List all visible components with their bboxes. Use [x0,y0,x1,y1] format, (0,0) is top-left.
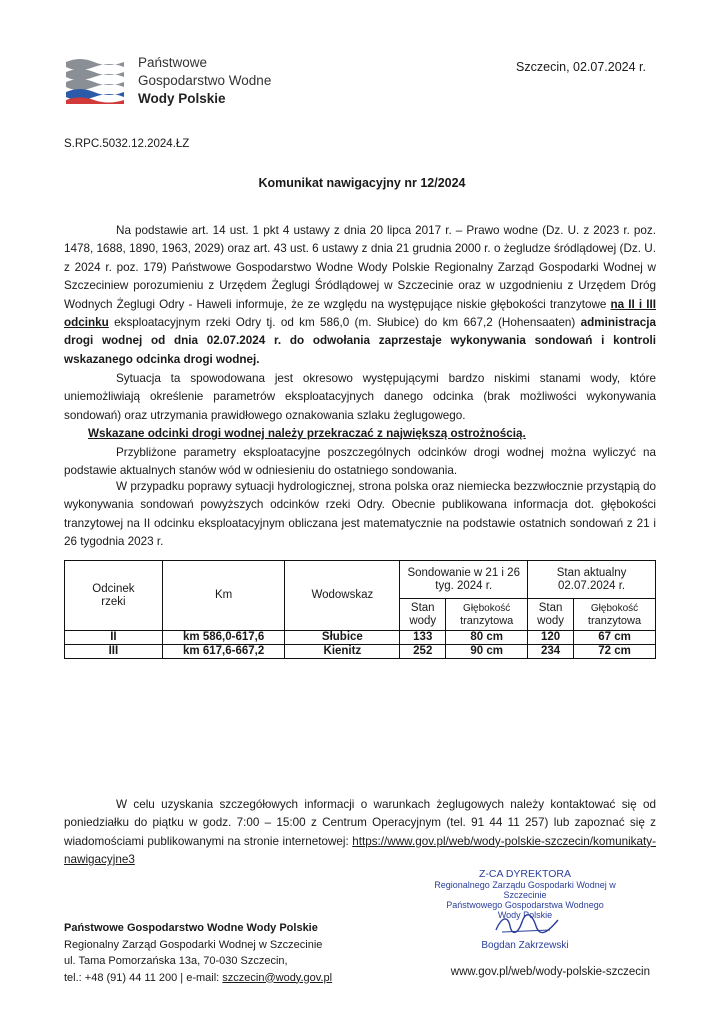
parameters-table [64,560,656,659]
subheader-stan-1: Stan wody [400,599,446,631]
cell-stan-2: 120 [528,631,574,645]
cell-km: km 617,6-667,2 [162,645,285,659]
cell-gleb-1: 80 cm [446,631,528,645]
para2-text-1: Sytuacja ta spowodowana jest okresowo występującymi bardzo niskimi stanami wody, które uniemożliwiają określenie parametrów eksploatacyjnych danego odcinka (brak możliwości wykonywania sondowań) oraz utrzymania prawidłowego oznakowania szlaku żeglugowego. [64,372,656,422]
signature-icon [492,912,562,936]
org-logo [64,48,284,112]
para1-decision: administracja drogi wodnej od dnia 02.07.2024 r. do odwołania zaprzestaje wykonywania sondowań i kontroli wskazanego odcinka drogi wodnej. [64,316,656,366]
header-km: Km [162,561,285,631]
subheader-gleb-2: Głębokość tranzytowa [574,599,656,631]
footer-address [64,920,332,986]
document-date: Szczecin, 02.07.2024 r. [516,60,646,74]
para1-text-1: Na podstawie art. 14 ust. 1 pkt 4 ustawy z dnia 20 lipca 2017 r. – Prawo wodne (Dz. U. z 2023 r. poz. 1478, 1688, 1890, 1963, 2029) oraz art. 43 ust. 6 ustawy z dnia 21 grudnia 2000 r. o żegludze śródlądowej (Dz. U. z 2024 r. poz. 179) Państwowe Gospodarstwo Wodne Wody Polskie Regionalny Zarząd Gospodarki Wodnej w Szczeciniew porozumieniu z Urzędem Żeglugi Śródlądowej w Szczecinie oraz w uzgodnieniu z Urzędem Dróg Wodnych Żeglugi Odry - Haweli informuje, że ze względu na występujące niskie głębokości tranzytowe [64,224,656,311]
paragraph-improvement [64,478,656,552]
org-line-3: Wody Polskie [138,91,226,106]
org-line-2: Gospodarstwo Wodne [138,73,272,88]
cell-stan-2: 234 [528,645,574,659]
document-title: Komunikat nawigacyjny nr 12/2024 [258,176,466,190]
cell-odcinek: II [65,631,163,645]
header-wodowskaz: Wodowskaz [285,561,400,631]
cell-stan-1: 252 [400,645,446,659]
table-row [65,631,656,645]
header-stan-aktualny: Stan aktualny 02.07.2024 r. [528,561,656,599]
komunikaty-link[interactable]: https://www.gov.pl/web/wody-polskie-szczecin/komunikaty-nawigacyjne3 [64,834,656,867]
cell-gleb-2: 72 cm [574,645,656,659]
stamp-line-3: Państwowego Gospodarstwa Wodnego [446,900,604,910]
org-name [138,54,271,108]
para3-text: W przypadku poprawy sytuacji hydrologicznej, strona polska oraz niemiecka bezzwłocznie przystąpią do wykonywania sondowań powyższych odcinków rzeki Odry. Obecnie publikowana informacja dot. głębokości tranzytowej na II odcinku eksploatacyjnym obliczana jest matematycznie na podstawie ostatnich sondowań z 21 i 26 tygodnia 2023 r. [64,480,656,549]
footer-street: ul. Tama Pomorzańska 13a, 70-030 Szczecin, [64,955,288,967]
footer-region: Regionalny Zarząd Gospodarki Wodnej w Szczecinie [64,938,323,951]
header-sondowanie: Sondowanie w 21 i 26 tyg. 2024 r. [400,561,528,599]
paragraph-reason [64,370,656,480]
director-stamp [420,868,630,958]
stamp-line-2: Regionalnego Zarządu Gospodarki Wodnej w Szczecinie [434,880,616,900]
stamp-title: Z-CA DYREKTORA [479,868,571,880]
paragraph-contact [64,796,656,870]
cell-km: km 586,0-617,6 [162,631,285,645]
footer-website: www.gov.pl/web/wody-polskie-szczecin [450,966,650,978]
table-row [65,645,656,659]
cell-wodowskaz: Słubice [285,631,400,645]
stamp-line-4: Wody Polskie [497,910,553,920]
cell-gleb-1: 90 cm [446,645,528,659]
cell-stan-1: 133 [400,631,446,645]
footer-phone: tel.: +48 (91) 44 11 200 | e-mail: [64,971,223,984]
subheader-stan-2: Stan wody [528,599,574,631]
cell-wodowskaz: Kienitz [285,645,400,659]
para1-text-2: eksploatacyjnym rzeki Odry tj. od km 586,0 (m. Słubice) do km 667,2 (Hohensaaten) [108,316,581,330]
para2-text-3: Przybliżone parametry eksploatacyjne poszczególnych odcinków drogi wodnej można wyliczyć na podstawie aktualnych stanów wód w odniesieniu do ostatniego sondowania. [64,445,656,478]
signatory-name: Bogdan Zakrzewski [481,940,569,951]
wody-polskie-logo-icon [64,56,126,104]
subheader-gleb-1: Głębokość tranzytowa [446,599,528,631]
footer-email-link[interactable]: szczecin@wody.gov.pl [222,971,333,984]
header-odcinek: Odcinek rzeki [65,561,163,631]
org-line-1: Państwowe [138,55,208,70]
para1-sections: na II i III odcinku [64,297,656,330]
para2-warning: Wskazane odcinki drogi wodnej należy przekraczać z największą ostrożnością. [88,427,526,441]
cell-odcinek: III [65,645,163,659]
cell-gleb-2: 67 cm [574,631,656,645]
footer-org: Państwowe Gospodarstwo Wodne Wody Polskie [64,922,318,934]
paragraph-legal-basis [64,222,656,369]
contact-text: W celu uzyskania szczegółowych informacji o warunkach żeglugowych należy kontaktować się od poniedziałku do piątku w godz. 7:00 – 15:00 z Centrum Operacyjnym (tel. 91 44 11 257) lub zapoznać się z wiadomościami publikowanymi na stronie internetowej: [64,798,656,848]
reference-number: S.RPC.5032.12.2024.ŁZ [64,138,190,150]
